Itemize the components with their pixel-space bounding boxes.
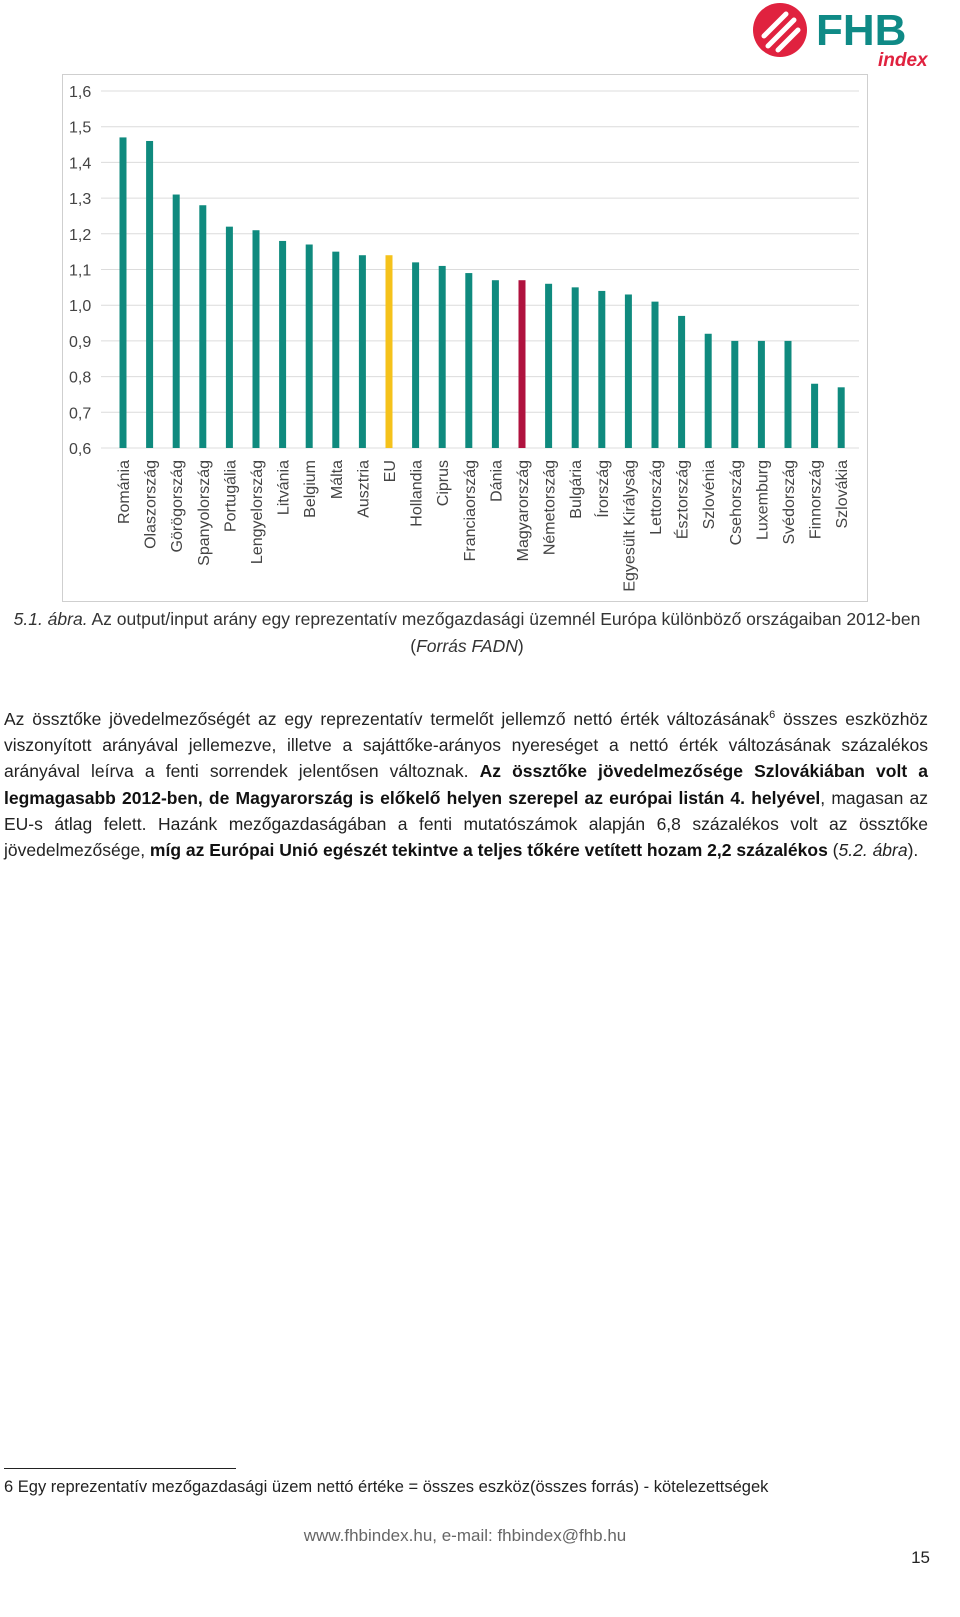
logo-name: FHB: [816, 6, 907, 55]
x-tick-label: Spanyolország: [195, 460, 213, 566]
x-tick-label: Bulgária: [568, 460, 586, 519]
bar: [306, 245, 313, 448]
y-tick-label: 1,4: [69, 155, 92, 173]
y-tick-label: 1,2: [69, 226, 92, 244]
footnote: 6 Egy reprezentatív mezőgazdasági üzem nettó értéke = összes eszköz(összes forrás) - kötelezettségek: [4, 1478, 769, 1496]
bar-chart: [62, 74, 868, 602]
bar: [731, 341, 738, 448]
bar: [412, 262, 419, 448]
y-tick-label: 1,6: [69, 84, 92, 101]
x-tick-label: Szlovákia: [834, 460, 852, 529]
x-tick-label: Magyarország: [515, 460, 532, 562]
paragraph-text: összes eszközhöz viszonyított arányával jellemezve, illetve a sajáttőke-arányos nyereséget a nettó érték változásának százalékos arányával leírva a fenti sorrendek jelentősen változnak.: [4, 709, 928, 782]
bar: [625, 294, 632, 448]
bar: [678, 316, 685, 448]
bar: [838, 387, 845, 448]
x-tick-label: Olaszország: [142, 460, 160, 549]
bar: [652, 302, 659, 448]
bar: [173, 195, 180, 448]
x-tick-label: Finnország: [807, 460, 825, 540]
y-tick-label: 0,9: [69, 333, 92, 351]
bar: [811, 384, 818, 448]
y-tick-label: 1,0: [69, 298, 92, 316]
x-tick-label: Ausztria: [355, 460, 373, 518]
x-tick-label: Románia: [116, 460, 133, 525]
y-tick-label: 1,1: [69, 262, 92, 280]
x-tick-label: Franciaország: [461, 460, 479, 562]
x-tick-label: Írország: [594, 460, 612, 518]
y-tick-label: 1,3: [69, 191, 92, 209]
page-number: 15: [911, 1548, 930, 1567]
fhb-index-logo: [752, 0, 932, 72]
x-tick-label: Luxemburg: [754, 460, 772, 541]
y-tick-label: 0,8: [69, 369, 92, 387]
bar: [465, 273, 472, 448]
x-tick-label: Ciprus: [435, 460, 453, 507]
figure-reference: 5.2. ábra: [838, 840, 908, 861]
x-tick-label: Litvánia: [275, 460, 293, 516]
y-tick-label: 0,6: [69, 441, 92, 458]
caption-close: ): [517, 636, 524, 656]
paragraph-text: ).: [907, 840, 919, 861]
x-tick-label: Csehország: [727, 460, 745, 546]
y-tick-label: 0,7: [69, 405, 92, 423]
x-tick-label: Málta: [328, 460, 346, 500]
bar: [332, 252, 339, 448]
x-tick-label: EU: [382, 460, 399, 483]
paragraph-text: Az össztőke jövedelmezőségét az egy reprezentatív termelőt jellemző nettó érték változásának: [4, 709, 770, 729]
x-tick-label: Görögország: [169, 460, 187, 553]
page-footer: www.fhbindex.hu, e-mail: fhbindex@fhb.hu: [303, 1526, 627, 1545]
bar: [492, 280, 499, 448]
paragraph-text: (: [827, 840, 839, 861]
bar: [758, 341, 765, 448]
bar: [279, 241, 286, 448]
x-tick-label: Észtország: [674, 460, 692, 540]
bar: [226, 227, 233, 448]
bar: [705, 334, 712, 448]
footnote-divider: [4, 1468, 236, 1469]
bar: [146, 141, 153, 448]
bar: [199, 205, 206, 448]
bar: [359, 255, 366, 448]
footnote-ref: 6: [769, 709, 776, 722]
paragraph-text: , magasan az EU-s átlag felett. Hazánk mezőgazdaságában a fenti mutatószámok alapján 6,8 százalékos volt az össztőke jövedelmezősége,: [4, 787, 928, 861]
bar: [439, 266, 446, 448]
y-tick-label: 1,5: [69, 119, 92, 137]
x-tick-label: Lengyelország: [249, 460, 266, 565]
body-paragraph: [4, 706, 928, 863]
x-tick-label: Dánia: [488, 460, 506, 502]
caption-source: Forrás FADN: [416, 636, 518, 656]
x-tick-label: Portugália: [222, 460, 240, 533]
x-tick-label: Szlovénia: [701, 460, 719, 530]
logo-sub: index: [878, 50, 928, 71]
bar: [386, 255, 393, 448]
x-tick-label: Egyesült Királyság: [621, 460, 639, 592]
paragraph-bold: míg az Európai Unió egészét tekintve a teljes tőkére vetített hozam 2,2 százalékos: [149, 840, 828, 861]
x-tick-label: Svédország: [781, 460, 798, 545]
caption-text: Az output/input arány egy reprezentatív mezőgazdasági üzemnél Európa különböző országaiban 2012-ben (: [87, 609, 921, 656]
bar: [519, 280, 526, 448]
x-tick-label: Lettország: [648, 460, 665, 535]
caption-lead: 5.1. ábra.: [13, 609, 88, 629]
bar: [545, 284, 552, 448]
bar: [785, 341, 792, 448]
x-tick-label: Hollandia: [408, 460, 426, 527]
bar: [598, 291, 605, 448]
bar-chart-svg: [63, 75, 869, 603]
x-tick-label: Németország: [541, 460, 559, 556]
paragraph-bold: Az össztőke jövedelmezősége Szlovákiában volt a legmagasabb 2012-ben, de Magyarország is előkelő helyen szerepel az európai listán 4. helyével: [4, 761, 928, 808]
figure-caption: [6, 606, 928, 660]
bar: [572, 287, 579, 448]
bar: [253, 230, 260, 448]
x-tick-label: Belgium: [302, 460, 320, 518]
bar: [120, 137, 127, 448]
